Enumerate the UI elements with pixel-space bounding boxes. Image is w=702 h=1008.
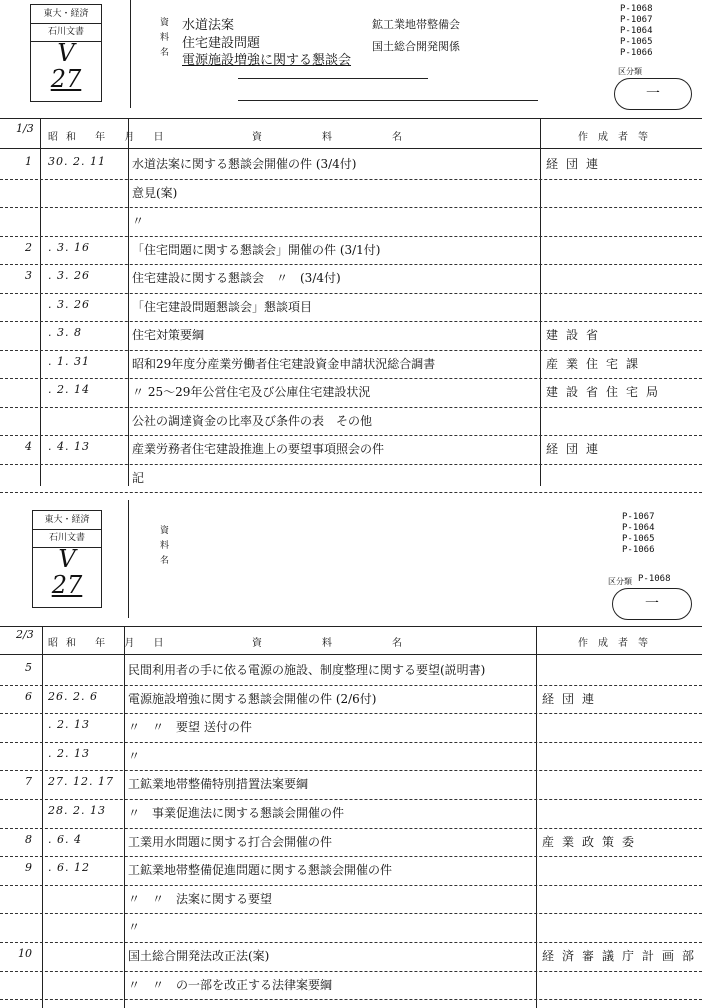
title-2: 住宅建設問題 bbox=[182, 36, 261, 51]
row-date: 30. 2. 11 bbox=[48, 155, 106, 168]
shiryo-label: 資料名 bbox=[160, 18, 170, 58]
row-document-name: 住宅建設に関する懇談会 〃 (3/4付) bbox=[132, 271, 341, 285]
header-date: 昭和 年 月 日 bbox=[48, 132, 172, 143]
row-date: . 2. 13 bbox=[48, 746, 90, 760]
bunrui-label: 区分類 bbox=[608, 577, 632, 586]
row-rule bbox=[0, 685, 702, 686]
row-author: 産業住宅課 bbox=[546, 356, 647, 371]
row-date: . 3. 16 bbox=[48, 240, 90, 254]
p-codes bbox=[620, 4, 700, 59]
p-codes bbox=[622, 512, 702, 556]
row-date: . 3. 8 bbox=[48, 326, 82, 339]
row-document-name: 水道法案に関する懇談会開催の件 (3/4付) bbox=[132, 157, 357, 171]
row-document-name: 〃 bbox=[128, 920, 141, 935]
row-rule bbox=[0, 828, 702, 829]
row-date: 27. 12. 17 bbox=[48, 775, 114, 789]
row-date: . 4. 13 bbox=[48, 440, 90, 453]
row-document-name: 公社の調達資金の比率及び条件の表 その他 bbox=[132, 413, 373, 428]
row-rule bbox=[0, 742, 702, 743]
row-author: 経団連 bbox=[546, 157, 607, 171]
row-number: 1 bbox=[25, 155, 32, 168]
row-document-name: 工鉱業地帯整備特別措置法案要綱 bbox=[128, 777, 309, 792]
page-index: 2/3 bbox=[16, 628, 34, 641]
row-document-name: 昭和29年度分産業労働者住宅建設資金申請状況総合調書 bbox=[132, 356, 436, 371]
row-number: 5 bbox=[25, 661, 32, 674]
row-date: . 3. 26 bbox=[48, 297, 90, 311]
sub-title-1: 鉱工業地帯整備会 bbox=[372, 18, 460, 31]
row-date: . 2. 14 bbox=[48, 383, 90, 396]
row-number: 2 bbox=[25, 240, 32, 254]
p-code: P-1066 bbox=[622, 545, 655, 555]
row-date: . 6. 4 bbox=[48, 832, 82, 846]
header-author: 作成者等 bbox=[578, 132, 658, 143]
row-rule bbox=[0, 971, 702, 972]
row-rule bbox=[0, 885, 702, 886]
row-rule bbox=[0, 435, 702, 436]
stamp-line-2: 石川文書 bbox=[33, 530, 101, 548]
row-document-name: 住宅対策要綱 bbox=[132, 328, 205, 342]
row-rule bbox=[0, 179, 702, 180]
p-code: P-1068 bbox=[638, 574, 671, 584]
row-date: . 2. 13 bbox=[48, 718, 90, 732]
p-code: P-1067 bbox=[622, 512, 655, 522]
stamp-vol-letter: V bbox=[58, 545, 76, 573]
row-rule bbox=[0, 999, 702, 1000]
row-rule bbox=[0, 713, 702, 714]
row-document-name: 工鉱業地帯整備促進問題に関する懇談会開催の件 bbox=[128, 863, 393, 878]
row-author: 建設省 bbox=[546, 328, 607, 342]
row-document-name: 〃 25〜29年公営住宅及び公庫住宅建設状況 bbox=[132, 385, 371, 399]
row-author: 建設省住宅局 bbox=[546, 385, 667, 399]
row-rule bbox=[0, 207, 702, 208]
row-document-name: 工業用水問題に関する打合会開催の件 bbox=[128, 834, 333, 849]
category-oval: 一 bbox=[614, 78, 692, 110]
p-code: P-1065 bbox=[622, 534, 655, 544]
shiryo-label: 資料名 bbox=[160, 526, 170, 566]
row-rule bbox=[0, 799, 702, 800]
row-rule bbox=[0, 264, 702, 265]
row-rule bbox=[0, 856, 702, 857]
row-document-name: 電源施設増強に関する懇談会開催の件 (2/6付) bbox=[128, 691, 377, 706]
row-document-name: 〃 bbox=[128, 748, 141, 763]
archive-stamp bbox=[30, 4, 102, 102]
row-document-name: 記 bbox=[132, 470, 145, 485]
row-number: 8 bbox=[25, 832, 32, 846]
title-3: 電源施設増強に関する懇談会 bbox=[182, 53, 352, 68]
p-code: P-1064 bbox=[622, 523, 655, 533]
row-number: 3 bbox=[25, 269, 32, 282]
row-document-name: 国土総合開発法改正法(案) bbox=[128, 949, 270, 963]
sub-title-2: 国土総合開発関係 bbox=[372, 40, 460, 53]
title-1: 水道法案 bbox=[182, 18, 235, 33]
p-code: P-1067 bbox=[620, 15, 653, 25]
row-document-name: 〃 bbox=[132, 214, 145, 228]
row-date: . 1. 31 bbox=[48, 354, 90, 368]
row-rule bbox=[0, 913, 702, 914]
p-code: P-1066 bbox=[620, 48, 653, 58]
row-document-name: 〃 〃 の一部を改正する法律案要綱 bbox=[128, 977, 333, 992]
page-index: 1/3 bbox=[16, 122, 34, 135]
row-number: 10 bbox=[18, 947, 32, 960]
row-document-name: 産業労務者住宅建設推進上の要望事項照会の件 bbox=[132, 442, 385, 456]
archive-stamp bbox=[32, 510, 102, 608]
row-rule bbox=[0, 293, 702, 294]
row-rule bbox=[0, 942, 702, 943]
bunrui-label: 区分類 bbox=[618, 67, 642, 76]
row-date: . 6. 12 bbox=[48, 861, 90, 875]
header-date: 昭和 年 月 日 bbox=[48, 638, 172, 649]
row-rule bbox=[0, 321, 702, 322]
row-date: 26. 2. 6 bbox=[48, 689, 98, 703]
row-number: 6 bbox=[25, 689, 32, 703]
row-document-name: 〃 事業促進法に関する懇談会開催の件 bbox=[128, 806, 345, 820]
row-author: 経団連 bbox=[546, 442, 607, 456]
stamp-vol-number: 27 bbox=[51, 571, 83, 599]
row-rule bbox=[0, 236, 702, 237]
p-code: P-1064 bbox=[620, 26, 653, 36]
row-document-name: 意見(案) bbox=[132, 185, 178, 200]
row-author: 産業政策委 bbox=[542, 834, 643, 849]
stamp-line-1: 東大・経済 bbox=[33, 511, 101, 530]
header-author: 作成者等 bbox=[578, 638, 658, 649]
row-document-name: 〃 〃 要望 送付の件 bbox=[128, 720, 252, 735]
stamp-line-1: 東大・経済 bbox=[31, 5, 101, 24]
row-document-name: 「住宅問題に関する懇談会」開催の件 (3/1付) bbox=[132, 242, 381, 257]
row-rule bbox=[0, 378, 702, 379]
stamp-vol-letter: V bbox=[57, 39, 75, 67]
row-rule bbox=[0, 407, 702, 408]
row-document-name: 民間利用者の手に依る電源の施設、制度整理に関する要望(説明書) bbox=[128, 663, 486, 677]
p-code: P-1068 bbox=[620, 4, 653, 14]
p-code: P-1065 bbox=[620, 37, 653, 47]
header-name: 資料名 bbox=[252, 638, 462, 649]
row-number: 9 bbox=[25, 861, 32, 875]
row-rule bbox=[0, 492, 702, 493]
row-number: 7 bbox=[25, 775, 32, 789]
row-date: 28. 2. 13 bbox=[48, 804, 106, 817]
row-rule bbox=[0, 770, 702, 771]
row-rule bbox=[0, 350, 702, 351]
row-number: 4 bbox=[25, 440, 32, 453]
row-date: . 3. 26 bbox=[48, 269, 90, 282]
category-oval: 一 bbox=[612, 588, 692, 620]
row-document-name: 「住宅建設問題懇談会」懇談項目 bbox=[132, 299, 313, 314]
stamp-line-2: 石川文書 bbox=[31, 24, 101, 42]
row-rule bbox=[0, 464, 702, 465]
header-name: 資料名 bbox=[252, 132, 462, 143]
stamp-vol-number: 27 bbox=[50, 65, 82, 93]
row-author: 経団連 bbox=[542, 691, 603, 706]
row-author: 経済審議庁計画部 bbox=[542, 949, 702, 963]
row-document-name: 〃 〃 法案に関する要望 bbox=[128, 891, 273, 906]
